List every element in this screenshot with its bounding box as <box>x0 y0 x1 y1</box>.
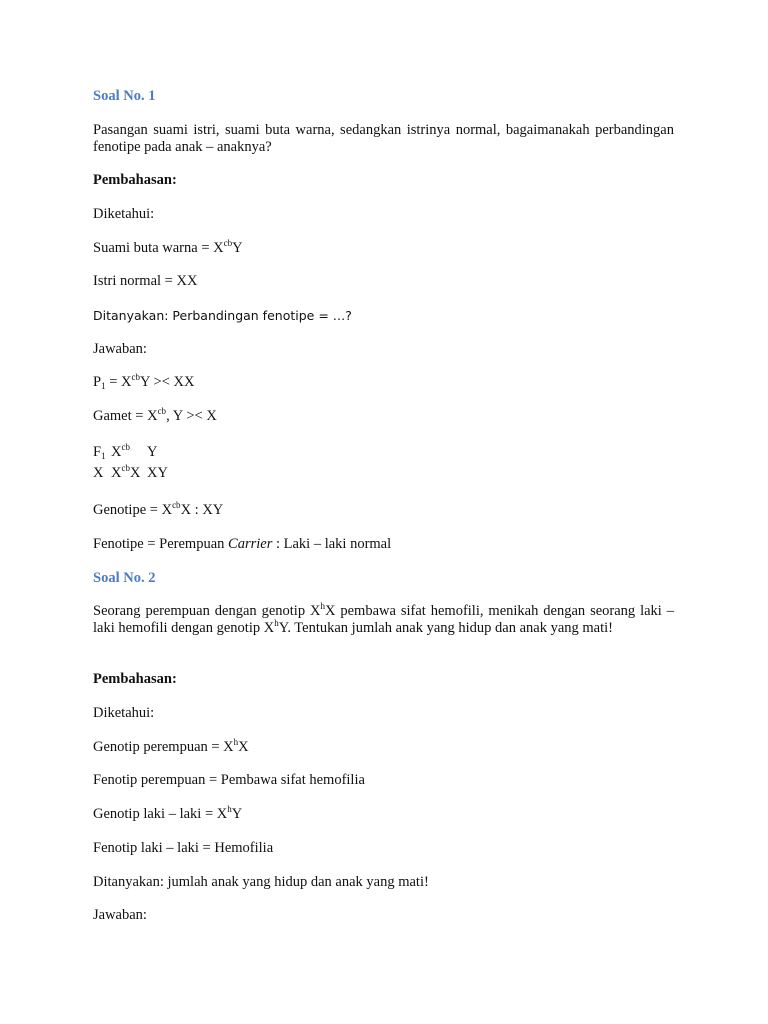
f1-label <box>93 444 106 461</box>
genotip-p-suffix: X <box>238 739 249 755</box>
genotip-l-sup: h <box>227 804 232 814</box>
row2-cell-1 <box>111 465 140 482</box>
soal-2-jawaban: Jawaban: <box>93 907 147 923</box>
row2-cell-2: XY <box>147 465 168 481</box>
f1-f: F <box>93 444 102 460</box>
row2-x-label: X <box>93 465 104 481</box>
f1-x-sup: cb <box>121 442 130 452</box>
row2-c1-sup: cb <box>121 463 130 473</box>
soal-1-jawaban: Jawaban: <box>93 341 147 357</box>
row2-c1-suffix: X <box>129 465 141 481</box>
f1-sub: 1 <box>101 451 106 461</box>
genotip-p-sup: h <box>233 737 239 747</box>
p1-sub: 1 <box>101 381 106 391</box>
soal-2-question <box>93 603 674 637</box>
p1-suffix: Y >< XX <box>139 374 195 390</box>
soal-2-genotip-perempuan <box>93 739 249 756</box>
soal-1-gamet-line <box>93 408 217 425</box>
genotip-p-prefix: Genotip perempuan = X <box>93 739 234 755</box>
genotipe-sup: cb <box>172 500 181 510</box>
f1-header-y: Y <box>147 444 158 460</box>
f1-header-x <box>111 444 130 461</box>
genotip-l-prefix: Genotip laki – laki = X <box>93 806 228 822</box>
soal-1-question: Pasangan suami istri, suami buta warna, sedangkan istrinya normal, bagaimanakah perbandingan fenotipe pada anak – anaknya? <box>93 122 674 155</box>
suami-suffix: Y <box>232 240 243 256</box>
soal-1-diketahui: Diketahui: <box>93 206 155 222</box>
soal-2-fenotip-laki: Fenotip laki – laki = Hemofilia <box>93 840 274 856</box>
fenotipe-italic: Carrier <box>228 536 273 552</box>
soal-1-pembahasan: Pembahasan: <box>93 172 177 188</box>
soal-2-diketahui: Diketahui: <box>93 705 155 721</box>
gamet-suffix: , Y >< X <box>166 408 217 424</box>
soal-1-suami-line <box>93 240 243 257</box>
suami-sup: cb <box>223 238 233 248</box>
soal-1-istri-line: Istri normal = XX <box>93 273 198 289</box>
q-sup2: h <box>274 618 279 628</box>
soal-2-fenotip-perempuan: Fenotip perempuan = Pembawa sifat hemofilia <box>93 772 365 788</box>
row2-c1-x: X <box>111 465 122 481</box>
q-sup1: h <box>320 601 325 611</box>
f1-x: X <box>111 444 122 460</box>
soal-1-genotipe-line <box>93 502 223 519</box>
soal-1-p1-line <box>93 374 194 391</box>
soal-1-heading: Soal No. 1 <box>93 88 156 104</box>
soal-1-ditanyakan: Ditanyakan: Perbandingan fenotipe = …? <box>93 308 352 323</box>
gamet-prefix: Gamet = X <box>93 408 158 424</box>
genotip-l-suffix: Y <box>231 806 243 822</box>
q-part2: X pembawa sifat hemofili, menikah dengan seorang laki – laki hemofili dengan genotip X <box>93 603 674 636</box>
soal-2-genotip-laki <box>93 806 242 823</box>
soal-2-ditanyakan: Ditanyakan: jumlah anak yang hidup dan anak yang mati! <box>93 874 429 890</box>
p1-mid: = X <box>105 374 132 390</box>
fenotipe-suffix: : Laki – laki normal <box>272 536 392 552</box>
suami-prefix: Suami buta warna = X <box>93 240 224 256</box>
p1-p: P <box>93 374 102 390</box>
q-part1: Seorang perempuan dengan genotip X <box>93 603 321 619</box>
soal-2-pembahasan: Pembahasan: <box>93 671 177 687</box>
soal-2-heading: Soal No. 2 <box>93 570 156 586</box>
p1-sup: cb <box>131 372 140 382</box>
fenotipe-prefix: Fenotipe = Perempuan <box>93 536 229 552</box>
soal-1-fenotipe-line <box>93 536 391 553</box>
gamet-sup: cb <box>157 406 167 416</box>
genotipe-suffix: X : XY <box>180 502 224 518</box>
genotipe-prefix: Genotipe = X <box>93 502 173 518</box>
q-part3: Y. Tentukan jumlah anak yang hidup dan anak yang mati! <box>278 620 614 636</box>
